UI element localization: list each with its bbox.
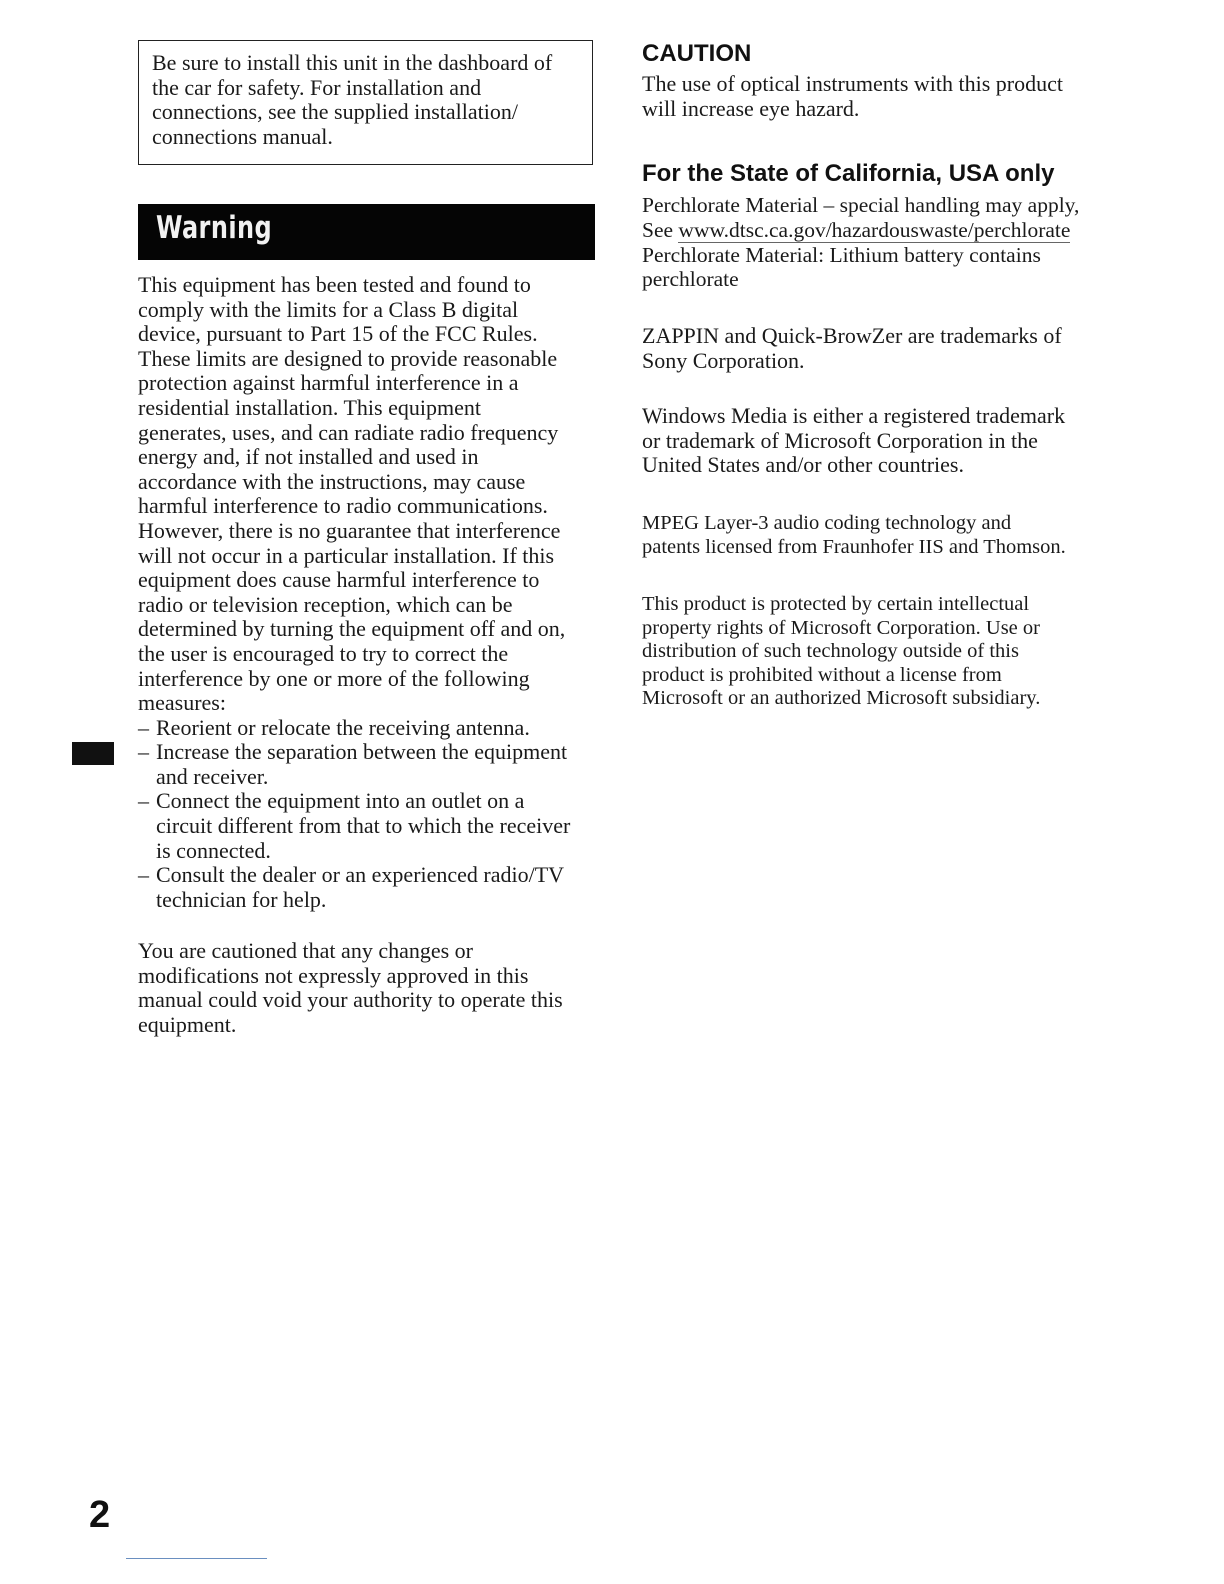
fcc-measures-list — [138, 716, 598, 913]
fcc-statement — [138, 273, 598, 912]
measure-line: circuit different from that to which the receiver — [156, 813, 571, 839]
fcc-line: will not occur in a particular installation. If this — [138, 542, 555, 568]
measure-line: Consult the dealer or an experienced radio/TV — [156, 862, 565, 888]
fcc-line: protection against harmful interference in a — [138, 370, 519, 396]
microsoft-line: Microsoft or an authorized Microsoft subsidiary. — [642, 687, 1041, 709]
measure-line: Connect the equipment into an outlet on a — [156, 788, 525, 814]
fcc-line: accordance with the instructions, may cause — [138, 468, 526, 494]
install-notice-line: Be sure to install this unit in the dashboard of — [152, 50, 553, 75]
modifications-line: equipment. — [138, 1011, 237, 1037]
trademark-line: or trademark of Microsoft Corporation in the — [642, 427, 1038, 453]
california-line: Perchlorate Material – special handling may apply, — [642, 193, 1080, 217]
fcc-line: device, pursuant to Part 15 of the FCC Rules. — [138, 321, 538, 347]
mpeg-license-notice — [642, 512, 1112, 559]
measure-dash: – — [138, 788, 149, 814]
caution-line: will increase eye hazard. — [642, 95, 860, 121]
trademark-line: Sony Corporation. — [642, 347, 805, 373]
fcc-line: generates, uses, and can radiate radio frequency — [138, 419, 559, 445]
mpeg-line: patents licensed from Fraunhofer IIS and Thomson. — [642, 535, 1066, 558]
trademark-line: United States and/or other countries. — [642, 452, 964, 478]
fcc-line: radio or television reception, which can be — [138, 591, 513, 617]
california-heading: For the State of California, USA only — [642, 160, 1055, 187]
microsoft-line: This product is protected by certain intellectual — [642, 593, 1030, 615]
warning-banner — [138, 204, 595, 260]
measure-item — [138, 863, 598, 912]
caution-text — [642, 72, 1102, 121]
california-notice — [642, 193, 1112, 292]
section-tab-marker — [72, 742, 114, 765]
measure-dash: – — [138, 862, 149, 888]
microsoft-line: property rights of Microsoft Corporation. Use or — [642, 616, 1040, 639]
fcc-line: harmful interference to radio communications. — [138, 493, 548, 519]
caution-heading: CAUTION — [642, 40, 752, 67]
trademark-line: ZAPPIN and Quick-BrowZer are trademarks of — [642, 323, 1062, 348]
microsoft-line: product is prohibited without a license from — [642, 663, 1002, 686]
fcc-line: This equipment has been tested and found to — [138, 272, 531, 297]
fcc-line: interference by one or more of the following — [138, 665, 530, 691]
caution-line: The use of optical instruments with this product — [642, 71, 1063, 96]
zappin-trademark-notice — [642, 324, 1112, 373]
measure-item — [138, 740, 598, 789]
measure-line: Reorient or relocate the receiving antenna. — [156, 714, 530, 740]
install-notice-line: connections manual. — [152, 123, 333, 149]
trademark-line: Windows Media is either a registered trademark — [642, 403, 1066, 428]
mpeg-line: MPEG Layer-3 audio coding technology and — [642, 512, 1012, 534]
install-notice-box — [138, 40, 593, 165]
windows-media-trademark-notice — [642, 404, 1112, 478]
fcc-line: However, there is no guarantee that interference — [138, 517, 561, 543]
measure-line: technician for help. — [156, 886, 327, 912]
install-notice-line: the car for safety. For installation and — [152, 74, 482, 100]
measure-dash: – — [138, 714, 149, 740]
measure-item — [138, 716, 598, 741]
microsoft-line: distribution of such technology outside of this — [642, 640, 1019, 662]
measure-line: is connected. — [156, 837, 271, 863]
measure-line: and receiver. — [156, 763, 269, 789]
warning-title: Warning — [156, 210, 273, 246]
fcc-line: residential installation. This equipment — [138, 394, 481, 420]
page-number: 2 — [89, 1494, 111, 1536]
fcc-line: energy and, if not installed and used in — [138, 444, 479, 470]
install-notice-line: connections, see the supplied installation/ — [152, 99, 518, 125]
fcc-line: the user is encouraged to try to correct the — [138, 640, 509, 666]
california-line: perchlorate — [642, 267, 739, 292]
modifications-line: You are cautioned that any changes or — [138, 938, 473, 963]
fcc-line: determined by turning the equipment off and on, — [138, 616, 566, 642]
microsoft-ip-notice — [642, 593, 1082, 711]
modifications-notice — [138, 939, 598, 1037]
footer-rule — [126, 1558, 267, 1559]
california-see-line — [642, 218, 1112, 243]
modifications-line: modifications not expressly approved in this — [138, 962, 529, 988]
see-prefix: See — [642, 217, 679, 242]
fcc-line: These limits are designed to provide reasonable — [138, 345, 558, 371]
measure-line: Increase the separation between the equipment — [156, 739, 568, 765]
modifications-line: manual could void your authority to operate this — [138, 987, 563, 1013]
california-line: Perchlorate Material: Lithium battery contains — [642, 242, 1041, 267]
measure-dash: – — [138, 739, 149, 765]
measure-item — [138, 789, 598, 863]
perchlorate-link[interactable]: www.dtsc.ca.gov/hazardouswaste/perchlorate — [678, 217, 1071, 242]
fcc-line: equipment does cause harmful interference to — [138, 567, 540, 593]
fcc-line: comply with the limits for a Class B digital — [138, 296, 519, 322]
fcc-line: measures: — [138, 690, 226, 716]
